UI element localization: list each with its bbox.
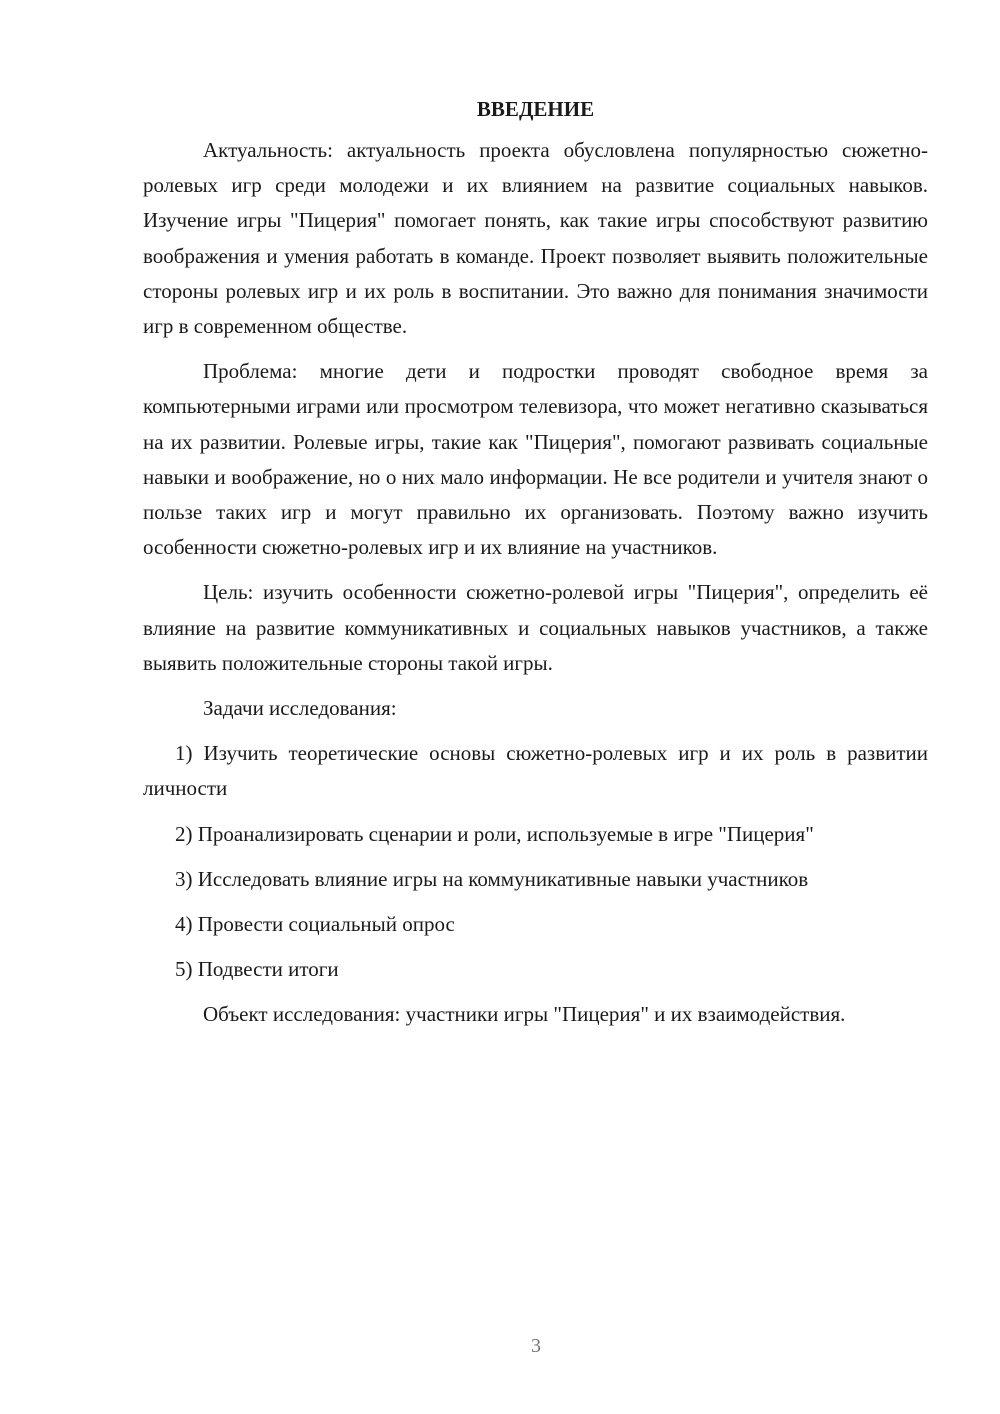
tasks-list [143,736,928,987]
section-heading: ВВЕДЕНИЕ [476,97,595,121]
object-paragraph: Объект исследования: участники игры "Пицерия" и их взаимодействия. [203,1002,846,1027]
problem-paragraph: Проблема: многие дети и подростки проводят свободное время за компьютерными играми или просмотром телевизора, что может негативно сказываться на их развитии. Ролевые игры, такие как "Пицерия", помогают развивать социальные навыки и воображение, но о них мало информации. Не все родители и учителя знают о пользе таких игр и могут правильно их организовать. Поэтому важно изучить особенности сюжетно-ролевых игр и их влияние на участников. [143,359,928,560]
task-item: 4) Провести социальный опрос [175,912,455,937]
task-item: 2) Проанализировать сценарии и роли, используемые в игре "Пицерия" [175,821,814,846]
relevance-paragraph: Актуальность: актуальность проекта обусловлена популярностью сюжетно-ролевых игр среди молодежи и их влиянием на развитие социальных навыков. Изучение игры "Пицерия" помогает понять, как такие игры способствуют развитию воображения и умения работать в команде. Проект позволяет выявить положительные стороны ролевых игр и их роль в воспитании. Это важно для понимания значимости игр в современном обществе. [143,138,928,339]
document-page [143,92,928,1043]
goal-paragraph: Цель: изучить особенности сюжетно-ролевой игры "Пицерия", определить её влияние на развитие коммуникативных и социальных навыков участников, а также выявить положительные стороны такой игры. [143,580,928,675]
task-item: 1) Изучить теоретические основы сюжетно-ролевых игр и их роль в развитии личности [143,741,928,801]
tasks-label: Задачи исследования: [203,696,397,721]
task-item: 3) Исследовать влияние игры на коммуникативные навыки участников [175,866,809,891]
page-number: 3 [531,1335,541,1357]
task-item: 5) Подвести итоги [175,957,339,982]
